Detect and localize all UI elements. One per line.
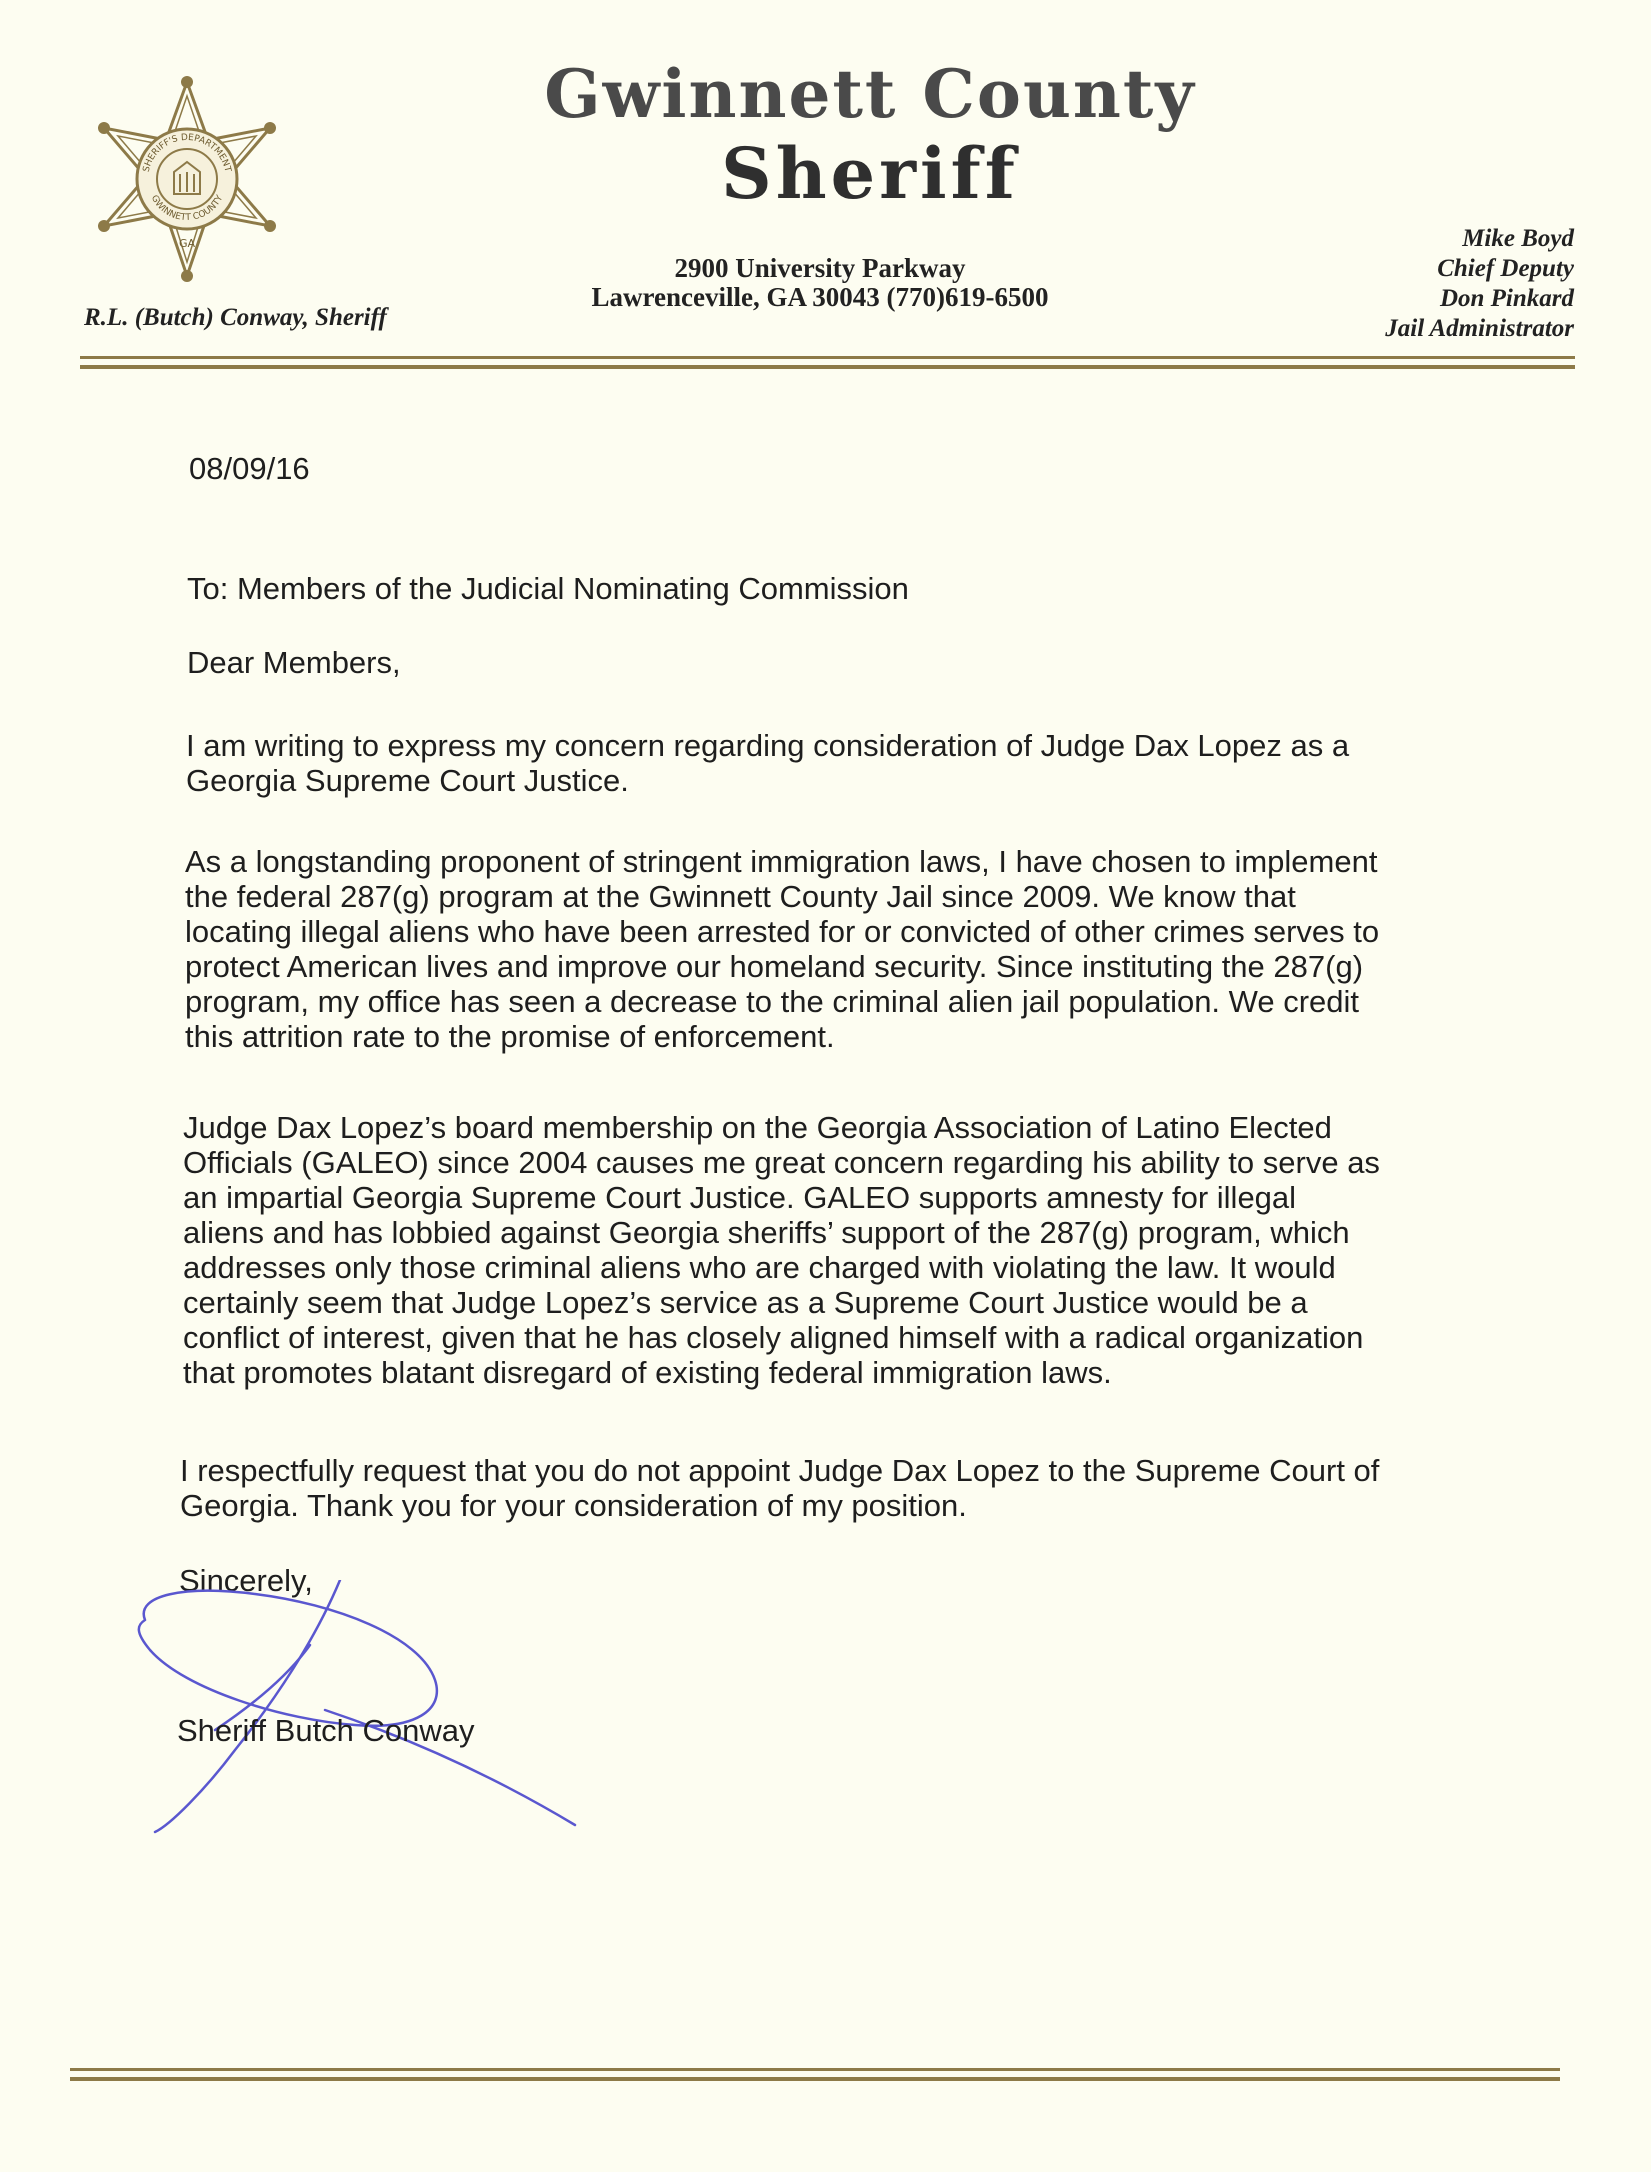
salutation: Dear Members, xyxy=(187,645,401,680)
paragraph-line: conflict of interest, given that he has closely aligned himself with a radical organization xyxy=(183,1320,1364,1355)
header-rule-bottom xyxy=(80,365,1575,369)
staff-jail-administrator-name: Don Pinkard xyxy=(1439,285,1574,312)
recipient-line: To: Members of the Judicial Nominating Commission xyxy=(187,571,909,606)
paragraph-line: As a longstanding proponent of stringent immigration laws, I have chosen to implement xyxy=(185,844,1378,879)
address-block xyxy=(520,254,1120,312)
paragraph-line: I am writing to express my concern regarding consideration of Judge Dax Lopez as a xyxy=(186,728,1350,763)
paragraph-line: program, my office has seen a decrease to the criminal alien jail population. We credit xyxy=(185,984,1360,1019)
paragraph-line: certainly seem that Judge Lopez’s service as a Supreme Court Justice would be a xyxy=(183,1285,1308,1320)
paragraph-line: an impartial Georgia Supreme Court Justice. GALEO supports amnesty for illegal xyxy=(183,1180,1297,1215)
paragraph-line: Judge Dax Lopez’s board membership on the Georgia Association of Latino Elected xyxy=(183,1110,1332,1145)
letter-date: 08/09/16 xyxy=(189,451,310,486)
org-subtitle: Sheriff xyxy=(721,132,1019,215)
paragraph-line: locating illegal aliens who have been arrested for or convicted of other crimes serves to xyxy=(185,914,1380,949)
paragraph-line: the federal 287(g) program at the Gwinnett County Jail since 2009. We know that xyxy=(185,879,1296,914)
staff-list xyxy=(1385,224,1574,344)
closing: Sincerely, xyxy=(179,1563,313,1598)
staff-jail-administrator-title: Jail Administrator xyxy=(1385,315,1574,342)
footer-rule-bottom xyxy=(70,2077,1560,2081)
badge-text-top: SHERIFF'S DEPARTMENT xyxy=(141,132,233,174)
badge-state-text: GA xyxy=(178,237,196,250)
paragraph-line: Officials (GALEO) since 2004 causes me great concern regarding his ability to serve as xyxy=(183,1145,1380,1180)
signer-name: Sheriff Butch Conway xyxy=(177,1713,475,1748)
staff-chief-deputy-name: Mike Boyd xyxy=(1462,225,1574,252)
sheriff-star-badge-icon xyxy=(82,76,292,286)
handwritten-signature-icon xyxy=(125,1580,595,1840)
footer-rule-top xyxy=(70,2068,1560,2071)
org-title: Gwinnett County xyxy=(544,55,1196,133)
address-line-2: Lawrenceville, GA 30043 (770)619-6500 xyxy=(591,282,1049,312)
paragraph-line: protect American lives and improve our homeland security. Since instituting the 287(g) xyxy=(185,949,1364,984)
header-rule-top xyxy=(80,356,1575,359)
sheriff-name: R.L. (Butch) Conway, Sheriff xyxy=(84,304,387,331)
paragraph-line: aliens and has lobbied against Georgia sheriffs’ support of the 287(g) program, which xyxy=(183,1215,1350,1250)
paragraph-line: Georgia Supreme Court Justice. xyxy=(186,763,629,798)
paragraph-line: Georgia. Thank you for your consideration of my position. xyxy=(180,1488,967,1523)
staff-chief-deputy-title: Chief Deputy xyxy=(1437,255,1574,282)
paragraph-line: addresses only those criminal aliens who are charged with violating the law. It would xyxy=(183,1250,1336,1285)
paragraph-line: that promotes blatant disregard of existing federal immigration laws. xyxy=(183,1355,1112,1390)
paragraph-line: I respectfully request that you do not appoint Judge Dax Lopez to the Supreme Court of xyxy=(180,1453,1380,1488)
letterhead xyxy=(0,0,1651,380)
badge-text-bottom: GWINNETT COUNTY xyxy=(148,193,226,224)
address-line-1: 2900 University Parkway xyxy=(674,253,966,283)
paragraph-line: this attrition rate to the promise of enforcement. xyxy=(185,1019,835,1054)
